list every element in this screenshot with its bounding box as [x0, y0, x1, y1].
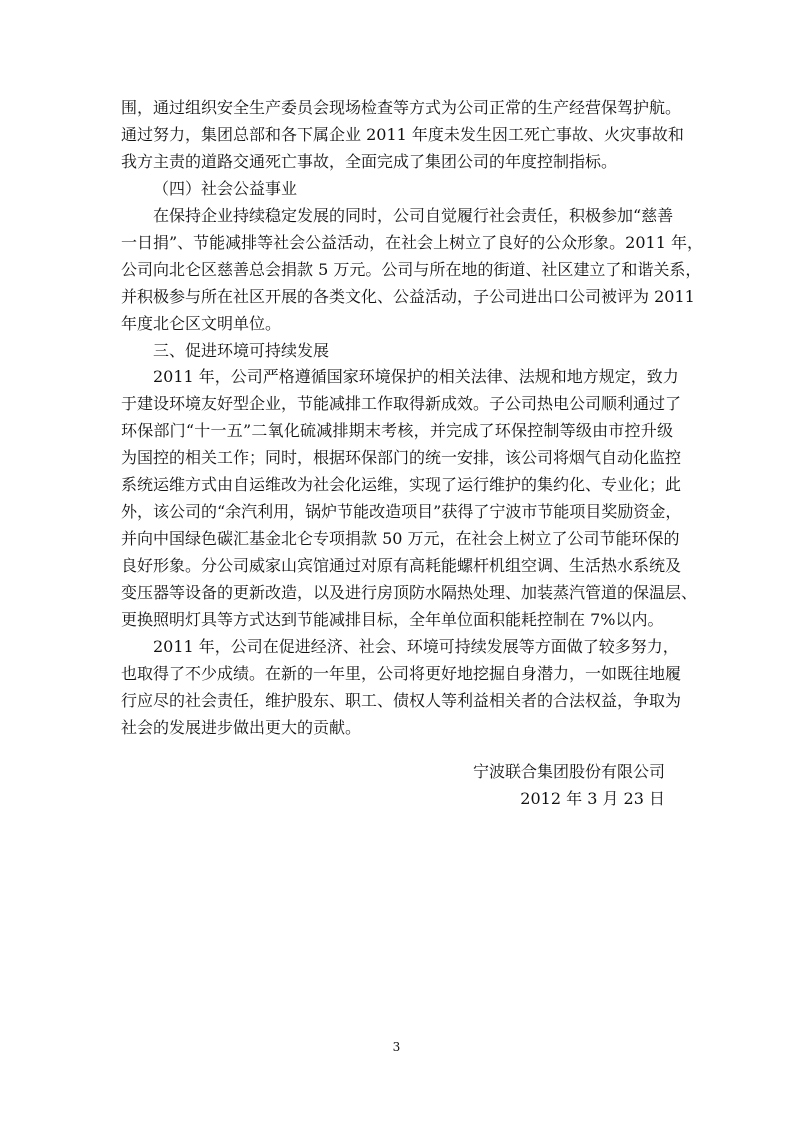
text-line: 良好形象。分公司威家山宾馆通过对原有高耗能螺杆机组空调、生活热水系统及 [121, 556, 682, 575]
text-line: 公司向北仑区慈善总会捐款 5 万元。公司与所在地的街道、社区建立了和谐关系， [121, 260, 702, 279]
text-line: 并积极参与所在社区开展的各类文化、公益活动，子公司进出口公司被评为 2011 [121, 287, 695, 306]
page-number: 3 [392, 1040, 401, 1054]
text-line: 在保持企业持续稳定发展的同时，公司自觉履行社会责任，积极参加“慈善 [153, 206, 674, 225]
text-line: 环保部门“十一五”二氧化硫减排期末考核，并完成了环保控制等级由市控升级 [121, 421, 673, 440]
text-line: 我方主责的道路交通死亡事故，全面完成了集团公司的年度控制指标。 [121, 152, 618, 171]
text-line: 系统运维方式由自运维改为社会化运维，实现了运行维护的集约化、专业化；此 [121, 475, 682, 494]
text-line: 2011 年，公司严格遵循国家环境保护的相关法律、法规和地方规定，致力 [153, 367, 679, 386]
text-line: 2011 年，公司在促进经济、社会、环境可持续发展等方面做了较多努力， [153, 637, 679, 656]
text-line: 更换照明灯具等方式达到节能减排目标，全年单位面积能耗控制在 7%以内。 [121, 610, 664, 629]
text-line: 年度北仑区文明单位。 [121, 314, 282, 333]
section-heading-community-welfare: （四）社会公益事业 [153, 179, 298, 198]
text-line: 并向中国绿色碳汇基金北仑专项捐款 50 万元，在社会上树立了公司节能环保的 [121, 529, 680, 548]
signature-date: 2012 年 3 月 23 日 [520, 789, 665, 808]
text-line: 为国控的相关工作；同时，根据环保部门的统一安排，该公司将烟气自动化监控 [121, 448, 682, 467]
text-line: 一日捐”、节能减排等社会公益活动，在社会上树立了良好的公众形象。2011 年， [121, 233, 703, 252]
text-line: 变压器等设备的更新改造，以及进行房顶防水隔热处理、加装蒸汽管道的保温层、 [121, 583, 698, 602]
text-line: 围，通过组织安全生产委员会现场检查等方式为公司正常的生产经营保驾护航。 [121, 98, 682, 117]
signature-company: 宁波联合集团股份有限公司 [472, 762, 665, 781]
text-line: 于建设环境友好型企业，节能减排工作取得新成效。子公司热电公司顺利通过了 [121, 394, 682, 413]
section-heading-environment: 三、促进环境可持续发展 [153, 341, 330, 360]
text-line: 行应尽的社会责任，维护股东、职工、债权人等利益相关者的合法权益，争取为 [121, 691, 682, 710]
text-line: 社会的发展进步做出更大的贡献。 [121, 718, 362, 737]
text-line: 外，该公司的“余汽利用，锅炉节能改造项目”获得了宁波市节能项目奖励资金， [121, 502, 682, 521]
text-line: 也取得了不少成绩。在新的一年里，公司将更好地挖掘自身潜力，一如既往地履 [121, 664, 682, 683]
text-line: 通过努力，集团总部和各下属企业 2011 年度未发生因工死亡事故、火灾事故和 [121, 125, 684, 144]
